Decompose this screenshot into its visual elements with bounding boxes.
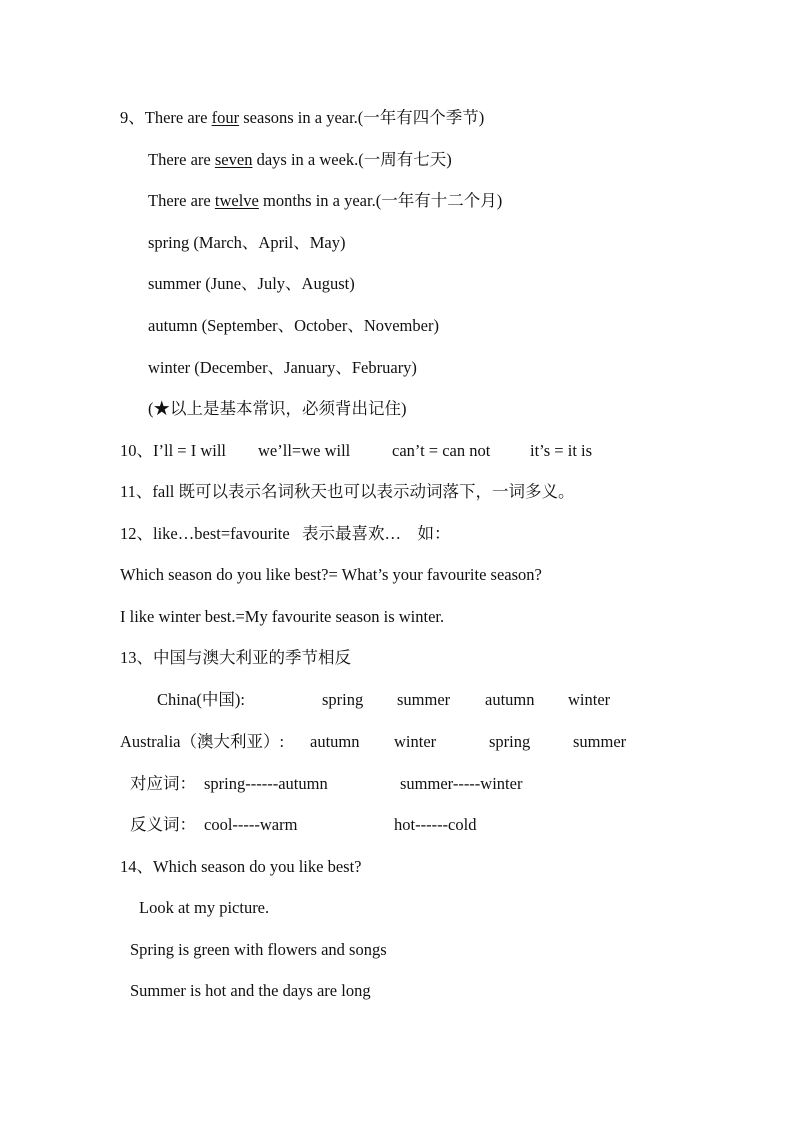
item9-l3b: months in a year.(一年有十二个月)	[258, 191, 503, 210]
australia-season-4: summer	[573, 732, 627, 751]
correspondence-label: 对应词：	[130, 774, 196, 793]
australia-season-3: spring	[489, 732, 531, 751]
item12-example1: Which season do you like best?= What’s your favourite season?	[120, 565, 542, 584]
item9-l3a: There are	[148, 191, 215, 210]
item10-a: 10、I’ll = I will	[120, 441, 227, 460]
china-season-2: summer	[397, 690, 451, 709]
item10-d: it’s = it is	[530, 441, 593, 460]
item9-underline-four: four	[211, 108, 240, 127]
item10-c: can’t = can not	[392, 441, 491, 460]
item9-prefix: 9、There are	[120, 108, 212, 127]
australia-season-1: autumn	[310, 732, 360, 751]
item9-underline-twelve: twelve	[214, 191, 259, 210]
item11: 11、fall 既可以表示名词秋天也可以表示动词落下，一词多义。	[120, 482, 575, 501]
item14-line3: Summer is hot and the days are long	[130, 981, 371, 1000]
antonym-2: hot------cold	[394, 815, 477, 834]
china-label: China(中国):	[157, 690, 245, 709]
antonym-label: 反义词：	[130, 815, 196, 834]
china-season-1: spring	[322, 690, 364, 709]
australia-label: Australia（澳大利亚）:	[120, 732, 285, 751]
item9-underline-seven: seven	[214, 150, 253, 169]
item9-winter: winter (December、January、February)	[148, 358, 417, 377]
item12-title: 12、like…best=favourite 表示最喜欢… 如：	[120, 524, 451, 543]
item9-line3	[148, 191, 502, 211]
item12-example2: I like winter best.=My favourite season is winter.	[120, 607, 445, 626]
item9-rest1: seasons in a year.(一年有四个季节)	[239, 108, 485, 127]
item9-summer: summer (June、July、August)	[148, 274, 355, 293]
correspondence-1: spring------autumn	[204, 774, 328, 793]
item13-title: 13、中国与澳大利亚的季节相反	[120, 648, 351, 667]
antonym-1: cool-----warm	[204, 815, 298, 834]
item9-l2b: days in a week.(一周有七天)	[252, 150, 452, 169]
item9-autumn: autumn (September、October、November)	[148, 316, 439, 335]
item9-note: (★以上是基本常识，必须背出记住)	[148, 399, 407, 418]
australia-season-2: winter	[394, 732, 437, 751]
item9-spring: spring (March、April、May)	[148, 233, 346, 252]
item14-line2: Spring is green with flowers and songs	[130, 940, 387, 959]
china-season-4: winter	[568, 690, 611, 709]
item10-b: we’ll=we will	[258, 441, 351, 460]
correspondence-2: summer-----winter	[400, 774, 523, 793]
item14-title: 14、Which season do you like best?	[120, 857, 362, 876]
item9-line2	[148, 150, 452, 170]
item14-line1: Look at my picture.	[139, 898, 270, 917]
item9-l2a: There are	[148, 150, 215, 169]
china-season-3: autumn	[485, 690, 535, 709]
item9-line1	[120, 108, 484, 128]
